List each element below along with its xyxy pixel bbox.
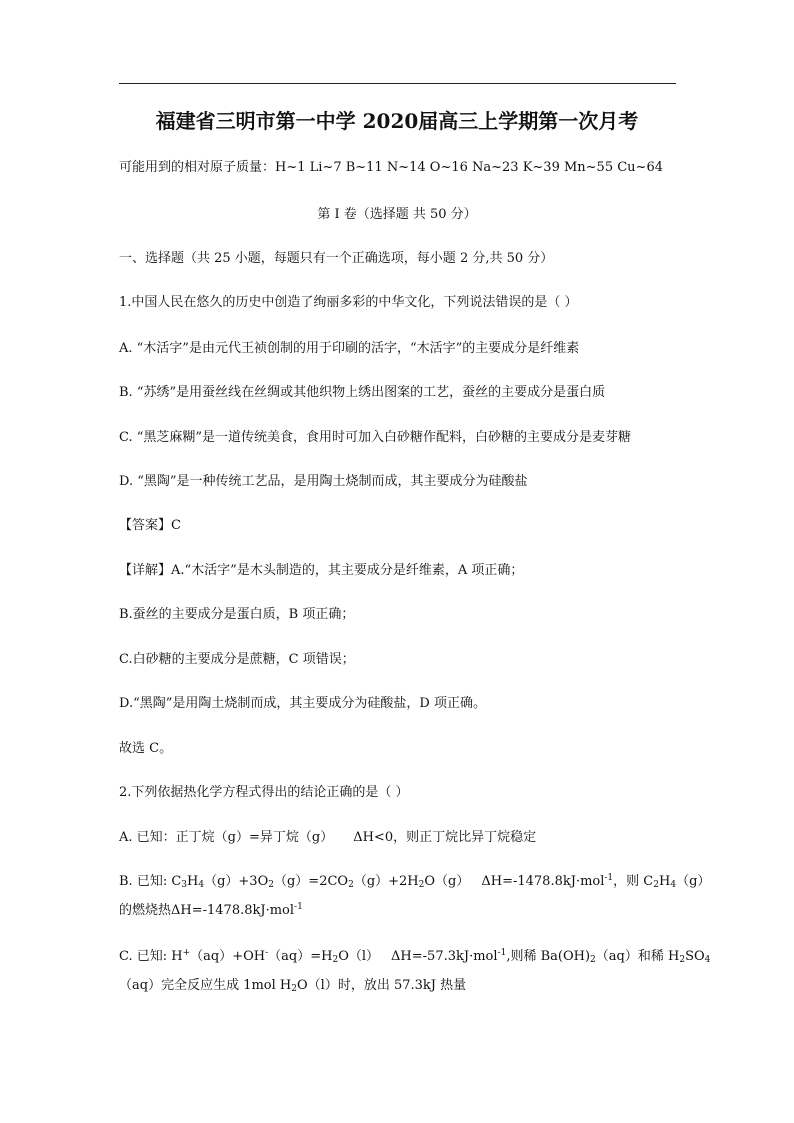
q2-c-sub: 2 xyxy=(590,955,596,965)
q2-b-text: （g）=2CO xyxy=(273,874,349,889)
q1-option-b: B. “苏绣”是用蚕丝线在丝绸或其他织物上绣出图案的工艺，蚕丝的主要成分是蛋白质 xyxy=(119,385,606,400)
q2-b-text: H xyxy=(187,874,199,889)
q2-c-sub: 4 xyxy=(704,955,711,965)
part-heading: 一、选择题（共 25 小题，每题只有一个正确选项，每小题 2 分,共 50 分） xyxy=(119,251,554,266)
q2-c-sub: 2 xyxy=(332,955,339,965)
q2-b-sup: -1 xyxy=(604,873,614,883)
q2-option-c-continued xyxy=(119,977,466,995)
q2-c-text: （aq）=H xyxy=(268,949,333,964)
document-title: 福建省三明市第一中学 2020届高三上学期第一次月考 xyxy=(155,109,639,133)
q2-c-sub: 2 xyxy=(679,955,686,965)
q1-analysis-line: B.蚕丝的主要成分是蛋白质，B 项正确； xyxy=(119,607,355,622)
q1-analysis-line: C.白砂糖的主要成分是蔗糖，C 项错误； xyxy=(119,652,355,667)
q2-c-dh: ΔH=-57.3kJ·mol xyxy=(391,949,498,964)
atomic-masses: 可能用到的相对原子质量：H~1 Li~7 B~11 N~14 O~16 Na~23 K~39 Mn~55 Cu~64 xyxy=(119,160,663,175)
q2-option-b-continued xyxy=(119,902,303,920)
q2-b-text: 的燃烧热ΔH=-1478.8kJ·mol xyxy=(119,903,295,918)
q1-stem: 1.中国人民在悠久的历史中创造了绚丽多彩的中华文化，下列说法错误的是（ ） xyxy=(119,295,578,310)
q1-option-a: A. “木活字”是由元代王祯创制的用于印刷的活字，“木活字”的主要成分是纤维素 xyxy=(119,341,580,356)
q2-b-sup: -1 xyxy=(294,902,303,912)
q1-conclusion: 故选 C。 xyxy=(119,741,173,756)
section-title: 第 I 卷（选择题 共 50 分） xyxy=(317,207,477,222)
q2-option-b xyxy=(119,873,710,891)
q2-b-sub: 4 xyxy=(198,880,205,890)
q1-analysis-line: 【详解】A.“木活字”是木头制造的，其主要成分是纤维素，A 项正确； xyxy=(119,563,524,578)
q2-c-text: O（l） xyxy=(338,949,380,964)
q2-c-text: （aq）和稀 H xyxy=(595,949,680,964)
q1-answer: 【答案】C xyxy=(119,518,181,533)
q1-option-d: D. “黑陶”是一种传统工艺品，是用陶土烧制而成，其主要成分为硅酸盐 xyxy=(119,474,528,489)
q2-b-text: ，则 C xyxy=(613,874,654,889)
q2-b-text: （g） xyxy=(676,874,711,889)
q2-b-sub: 4 xyxy=(670,880,677,890)
q2-option-a-dh: ΔH<0，则正丁烷比异丁烷稳定 xyxy=(353,830,537,845)
q2-b-text: （g）+3O xyxy=(204,874,269,889)
q1-analysis-line: D.“黑陶”是用陶土烧制而成，其主要成分为硅酸盐，D 项正确。 xyxy=(119,696,486,711)
q2-c-text: （aq）+OH xyxy=(190,949,266,964)
q2-c-text: ,则稀 Ba(OH) xyxy=(506,949,591,964)
q2-option-c xyxy=(119,948,710,966)
q2-c-text: C. 已知: H xyxy=(119,949,183,964)
q2-stem: 2.下列依据热化学方程式得出的结论正确的是（ ） xyxy=(119,785,409,800)
q2-b-dh: ΔH=-1478.8kJ·mol xyxy=(481,874,605,889)
q2-c-text: （aq）完全反应生成 1mol H xyxy=(119,978,292,993)
q1-option-c: C. “黑芝麻糊”是一道传统美食，食用时可加入白砂糖作配料，白砂糖的主要成分是麦芽糖 xyxy=(119,430,632,445)
q2-c-text: SO xyxy=(685,949,705,964)
q2-b-text: O（g） xyxy=(424,874,470,889)
q2-c-sup: + xyxy=(182,948,191,958)
q2-c-sub: 2 xyxy=(291,984,297,994)
q2-b-sub: 2 xyxy=(268,880,274,890)
q2-b-sub: 3 xyxy=(181,880,188,890)
q2-b-text: （g）+2H xyxy=(353,874,419,889)
q2-b-sub: 2 xyxy=(653,880,659,890)
q2-c-sup: - xyxy=(265,948,269,958)
q2-option-a xyxy=(119,829,536,847)
q2-c-text: O（l）时，放出 57.3kJ 热量 xyxy=(297,978,467,993)
header-rule xyxy=(119,83,676,84)
q2-b-sub: 2 xyxy=(418,880,425,890)
q2-b-text: B. 已知: C xyxy=(119,874,182,889)
q2-b-sub: 2 xyxy=(348,880,354,890)
q2-option-a-equation: A. 已知：正丁烷（g）=异丁烷（g） xyxy=(119,830,334,845)
q2-c-sup: -1 xyxy=(497,948,507,958)
q2-b-text: H xyxy=(659,874,671,889)
